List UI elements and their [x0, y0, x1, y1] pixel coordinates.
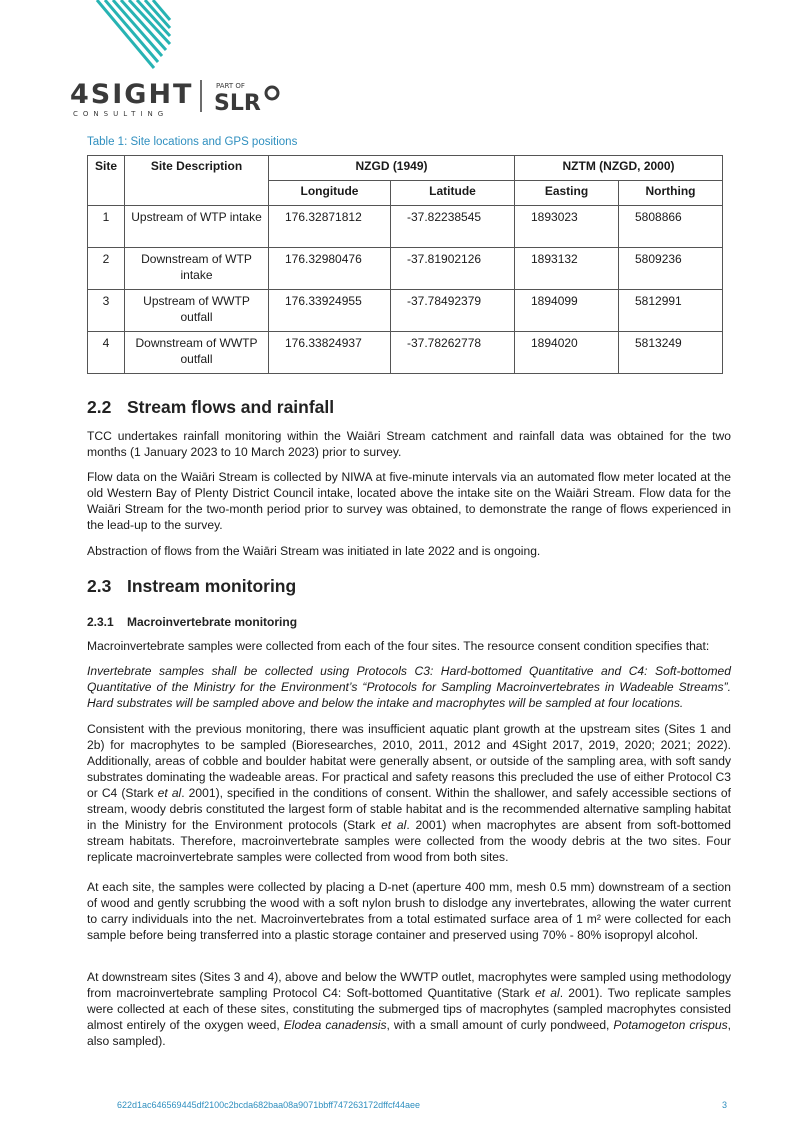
header-description: Site Description [125, 156, 269, 206]
paragraph: Abstraction of flows from the Waiāri Stream was initiated in late 2022 and is ongoing. [87, 544, 541, 558]
et-al: et al [157, 786, 182, 800]
cell-latitude: -37.82238545 [391, 206, 515, 248]
page-number: 3 [722, 1100, 728, 1110]
cell-latitude: -37.78492379 [391, 290, 515, 332]
paragraph: Macroinvertebrate samples were collected from each of the four sites. The resource consent condition specifies that: [87, 639, 710, 653]
species-name: Elodea canadensis [283, 1018, 387, 1032]
text-run: , with a small amount of curly pondweed, [386, 1018, 614, 1032]
header-nztm: NZTM (NZGD, 2000) [515, 156, 723, 181]
cell-site: 1 [88, 206, 125, 248]
section-heading-2-2 [87, 397, 334, 418]
subsection-heading-2-3-1 [87, 615, 297, 629]
paragraph [87, 721, 731, 865]
section-title: Stream flows and rainfall [127, 397, 335, 417]
site-table [87, 155, 723, 374]
section-title: Instream monitoring [127, 576, 297, 596]
species-name: Potamogeton crispus [613, 1018, 728, 1032]
text-run: . 2001) when macrophytes are absent from soft-bottomed stream habitats. Therefore, macroinvertebrate samples were collected from the woody debris at the two sites. Four replicate macroinvertebrate samples were collected from wood from both sites. [87, 818, 731, 864]
logo-brand-text: 4SIGHT [70, 79, 194, 110]
subsection-number: 2.3.1 [87, 615, 114, 629]
cell-description: Upstream of WWTP outfall [125, 290, 269, 332]
cell-northing: 5812991 [619, 290, 723, 332]
header-easting: Easting [515, 181, 619, 206]
table-caption: Table 1: Site locations and GPS positions [87, 136, 298, 148]
consent-condition-quote: Invertebrate samples shall be collected using Protocols C3: Hard-bottomed Quantitative and C4: Soft-bottomed Quantitative of the Ministry for the Environment’s “Protocols for Sampling Macroinvertebrates in Wadeable Streams”. Hard substrates will be sampled above and below the intake and macrophytes will be sampled at four locations. [87, 664, 731, 710]
logo-parent: SLR [214, 91, 261, 116]
cell-longitude: 176.32871812 [269, 206, 391, 248]
cell-description: Upstream of WTP intake [125, 206, 269, 248]
section-number: 2.2 [87, 397, 112, 417]
text-run: . 2001), specified in the conditions of consent. Within the shallower, and safely accessible sections of stream, woody debris constituted the largest form of stable habitat and is the recommended alternative sampling habitat in the Ministry for the Environment protocols (Stark [87, 786, 731, 832]
section-heading-2-3 [87, 576, 296, 597]
logo-graphic [70, 0, 290, 120]
logo-brand-sub: CONSULTING [73, 110, 169, 118]
slr-mark-icon [266, 87, 278, 99]
cell-site: 2 [88, 248, 125, 290]
text-run: . 2001). Two replicate samples were collected at each of these sites, constituting the submerged tips of macrophytes (sampled macrophytes consisted almost entirely of the oxygen weed, [87, 986, 732, 1032]
paragraph: Flow data on the Waiāri Stream is collected by NIWA at five-minute intervals via an automated flow meter located at the old Western Bay of Plenty District Council intake, located above the intake site on the Waiāri Stream. Flow data for the Waiāri Stream for the two-month period prior to survey was obtained, to demonstrate the range of flows experienced in the lead-up to the survey. [87, 470, 731, 532]
cell-easting: 1893023 [515, 206, 619, 248]
cell-longitude: 176.33924955 [269, 290, 391, 332]
cell-northing: 5813249 [619, 332, 723, 374]
cell-northing: 5809236 [619, 248, 723, 290]
section-number: 2.3 [87, 576, 112, 596]
cell-site: 4 [88, 332, 125, 374]
text-run: Consistent with the previous monitoring, there was insufficient aquatic plant growth at the upstream sites (Sites 1 and 2b) for macrophytes to be sampled (Bioresearches, 2010, 2011, 2012 and 4Sight 2017, 2019, 2020; 2021; 2022). Additionally, areas of cobble and boulder habitat were generally absent, or outside of the sampling area, with soft sandy substrates dominating the wadeable areas. For practical and safety reasons this precluded the use of either Protocol C3 or C4 (Stark [87, 722, 731, 800]
cell-longitude: 176.33824937 [269, 332, 391, 374]
logo-part-of: PART OF [216, 82, 245, 90]
cell-easting: 1894020 [515, 332, 619, 374]
paragraph: TCC undertakes rainfall monitoring within the Waiāri Stream catchment and rainfall data was obtained for the two months (1 January 2023 to 10 March 2023) prior to survey. [87, 429, 731, 459]
et-al: et al [381, 818, 407, 832]
document-id: 622d1ac646569445df2100c2bcda682baa08a9071bbff747263172dffcf44aee [117, 1100, 420, 1110]
cell-easting: 1894099 [515, 290, 619, 332]
et-al: et al [534, 986, 560, 1000]
company-logo [70, 0, 290, 120]
paragraph: At each site, the samples were collected by placing a D-net (aperture 400 mm, mesh 0.5 mm) downstream of a section of wood and gently scrubbing the wood with a soft nylon brush to dislodge any invertebrates, allowing the water current to carry individuals into the net. Macroinvertebrates from a total estimated surface area of 1 m² were collected for each sample before being transferred into a plastic storage container and preserved using 70% - 80% isopropyl alcohol. [87, 880, 731, 942]
table-row [88, 206, 723, 248]
cell-site: 3 [88, 290, 125, 332]
table-row [88, 290, 723, 332]
cell-latitude: -37.81902126 [391, 248, 515, 290]
table-row [88, 332, 723, 374]
header-site: Site [88, 156, 125, 206]
header-longitude: Longitude [269, 181, 391, 206]
header-latitude: Latitude [391, 181, 515, 206]
subsection-title: Macroinvertebrate monitoring [127, 615, 298, 629]
cell-longitude: 176.32980476 [269, 248, 391, 290]
cell-easting: 1893132 [515, 248, 619, 290]
paragraph [87, 969, 731, 1049]
text-run: , also sampled). [87, 1018, 732, 1048]
cell-description: Downstream of WTP intake [125, 248, 269, 290]
header-northing: Northing [619, 181, 723, 206]
cell-latitude: -37.78262778 [391, 332, 515, 374]
cell-description: Downstream of WWTP outfall [125, 332, 269, 374]
text-run: At downstream sites (Sites 3 and 4), above and below the WWTP outlet, macrophytes were sampled using methodology from macroinvertebrate sampling Protocol C4: Soft-bottomed Quantitative (Stark [87, 970, 731, 1000]
table-row [88, 248, 723, 290]
cell-northing: 5808866 [619, 206, 723, 248]
table-header-row [88, 156, 723, 181]
header-nzgd: NZGD (1949) [269, 156, 515, 181]
